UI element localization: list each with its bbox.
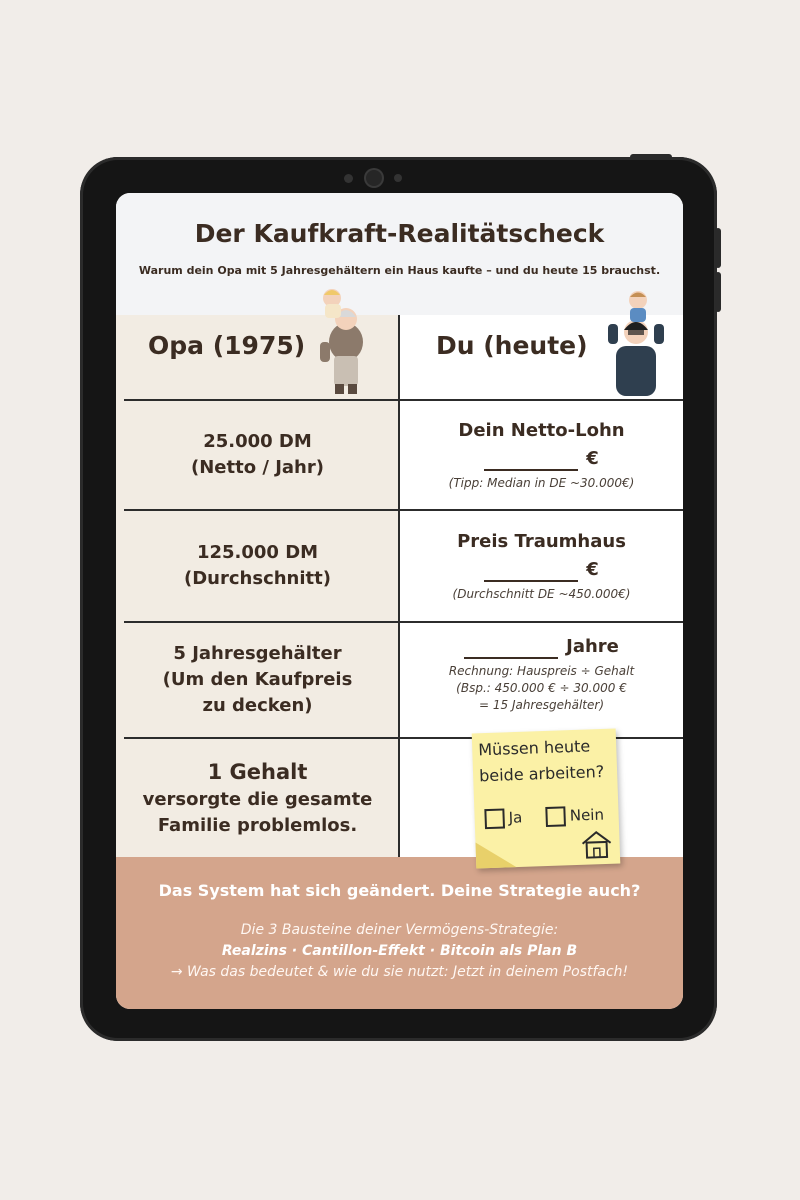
question-line: Müssen heute bbox=[477, 736, 591, 760]
income-input-line[interactable] bbox=[484, 451, 578, 471]
page-subtitle: Warum dein Opa mit 5 Jahresgehältern ein Haus kaufte – und du heute 15 brauchst. bbox=[138, 264, 661, 277]
row-divider bbox=[124, 399, 683, 401]
du-house-price bbox=[400, 530, 683, 603]
opa-years-label: zu decken) bbox=[202, 695, 313, 716]
one-salary-title: 1 Gehalt bbox=[207, 760, 308, 784]
father-with-child-icon bbox=[604, 288, 668, 398]
camera-lens bbox=[366, 170, 382, 186]
years-label: Jahre bbox=[566, 636, 619, 657]
house-icon bbox=[579, 829, 614, 860]
grandfather-with-child-icon bbox=[316, 286, 372, 398]
sensor-dot bbox=[394, 174, 402, 182]
du-income-hint: (Tipp: Median in DE ~30.000€) bbox=[448, 476, 635, 490]
opa-one-salary bbox=[116, 757, 399, 839]
no-checkbox[interactable] bbox=[545, 806, 566, 827]
footer-cta[interactable]: → Was das bedeutet & wie du sie nutzt: Jetzt in deinem Postfach! bbox=[170, 964, 629, 980]
volume-down-button bbox=[715, 272, 721, 312]
opa-house-price bbox=[116, 540, 399, 592]
no-label: Nein bbox=[569, 805, 605, 825]
power-button bbox=[630, 154, 672, 160]
calc-example: (Bsp.: 450.000 € ÷ 30.000 € bbox=[456, 681, 627, 695]
du-house-price-title: Preis Traumhaus bbox=[457, 531, 626, 552]
price-input-line[interactable] bbox=[484, 562, 578, 582]
opa-years-value: 5 Jahresgehälter bbox=[173, 643, 342, 664]
opa-years-label: (Um den Kaufpreis bbox=[162, 669, 353, 690]
row-divider bbox=[124, 509, 683, 511]
years-input-line[interactable] bbox=[464, 639, 558, 659]
infographic bbox=[116, 193, 683, 1009]
footer-banner bbox=[116, 857, 683, 1009]
row-divider bbox=[124, 621, 683, 623]
opa-income bbox=[116, 429, 399, 481]
footer-body bbox=[116, 920, 683, 983]
page-title: Der Kaufkraft-Realitätscheck bbox=[194, 219, 605, 248]
answer-options bbox=[484, 805, 615, 830]
opa-house-price-value: 125.000 DM bbox=[196, 542, 319, 563]
footer-line: Die 3 Bausteine deiner Vermögens-Strategie: bbox=[240, 922, 559, 938]
volume-up-button bbox=[715, 228, 721, 268]
yes-label: Ja bbox=[508, 808, 523, 827]
one-salary-text: versorgte die gesamte bbox=[142, 789, 373, 810]
du-income bbox=[400, 419, 683, 492]
opa-income-label: (Netto / Jahr) bbox=[191, 457, 324, 478]
footer-building-blocks: Realzins · Cantillon-Effekt · Bitcoin als Plan B bbox=[221, 943, 578, 959]
sensor-dot bbox=[344, 174, 353, 183]
du-income-title: Dein Netto-Lohn bbox=[458, 420, 625, 441]
opa-house-price-label: (Durchschnitt) bbox=[184, 568, 331, 589]
sticky-note-question bbox=[478, 733, 612, 790]
footer-headline: Das System hat sich geändert. Deine Strategie auch? bbox=[158, 881, 641, 900]
currency-label: € bbox=[586, 448, 599, 469]
calc-hint: Rechnung: Hauspreis ÷ Gehalt bbox=[448, 664, 635, 678]
currency-label: € bbox=[586, 559, 599, 580]
calc-result: = 15 Jahresgehälter) bbox=[478, 698, 604, 712]
question-line: beide arbeiten? bbox=[478, 761, 605, 786]
sticky-note-fold bbox=[475, 841, 516, 868]
yes-checkbox[interactable] bbox=[484, 808, 505, 829]
column-header-right: Du (heute) bbox=[436, 331, 588, 360]
header bbox=[116, 193, 683, 315]
one-salary-text: Familie problemlos. bbox=[157, 815, 358, 836]
sticky-note bbox=[472, 729, 621, 869]
column-header-left: Opa (1975) bbox=[148, 331, 306, 360]
du-house-price-hint: (Durchschnitt DE ~450.000€) bbox=[452, 587, 631, 601]
opa-years bbox=[116, 641, 399, 719]
opa-income-value: 25.000 DM bbox=[203, 431, 312, 452]
du-years bbox=[400, 635, 683, 714]
